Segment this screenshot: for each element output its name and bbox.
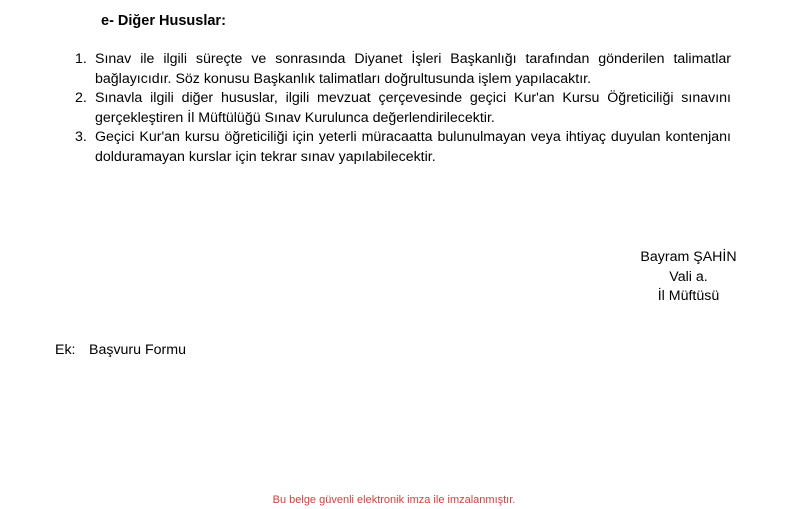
signature-block xyxy=(600,248,777,307)
attachment-label: Ek: xyxy=(55,342,76,358)
list-item-number: 1. xyxy=(75,51,87,67)
list-item xyxy=(0,128,788,167)
section-heading: e- Diğer Hususlar: xyxy=(101,13,226,29)
list-item-text: Geçici Kur'an kursu öğreticiliği için yeterli müracaatta bulunulmayan veya ihtiyaç duyulan kontenjanı dolduramayan kurslar için tekrar sınav yapılabilecektir. xyxy=(95,129,731,165)
list-item xyxy=(0,89,788,128)
signatory-title-line2: İl Müftüsü xyxy=(657,288,720,304)
signatory-name: Bayram ŞAHİN xyxy=(640,249,737,265)
list-item-text: Sınavla ilgili diğer hususlar, ilgili mevzuat çerçevesinde geçici Kur'an Kursu Öğreticiliği sınavını gerçekleştiren İl Müftülüğü Sınav Kurulunca değerlendirilecektir. xyxy=(95,90,731,126)
signatory-title-line1: Vali a. xyxy=(669,268,708,285)
list-item-text: Sınav ile ilgili süreçte ve sonrasında Diyanet İşleri Başkanlığı tarafından gönderilen talimatlar bağlayıcıdır. Söz konusu Başkanlık talimatları doğrultusunda işlem yapılacaktır. xyxy=(95,51,731,87)
list-item-number: 2. xyxy=(75,90,87,107)
list-item-number: 3. xyxy=(75,129,87,146)
numbered-list xyxy=(0,50,788,168)
attachment-line xyxy=(55,341,186,361)
list-item xyxy=(0,50,788,89)
attachment-value: Başvuru Formu xyxy=(89,342,186,358)
footer-note: Bu belge güvenli elektronik imza ile imzalanmıştır. xyxy=(272,494,516,506)
